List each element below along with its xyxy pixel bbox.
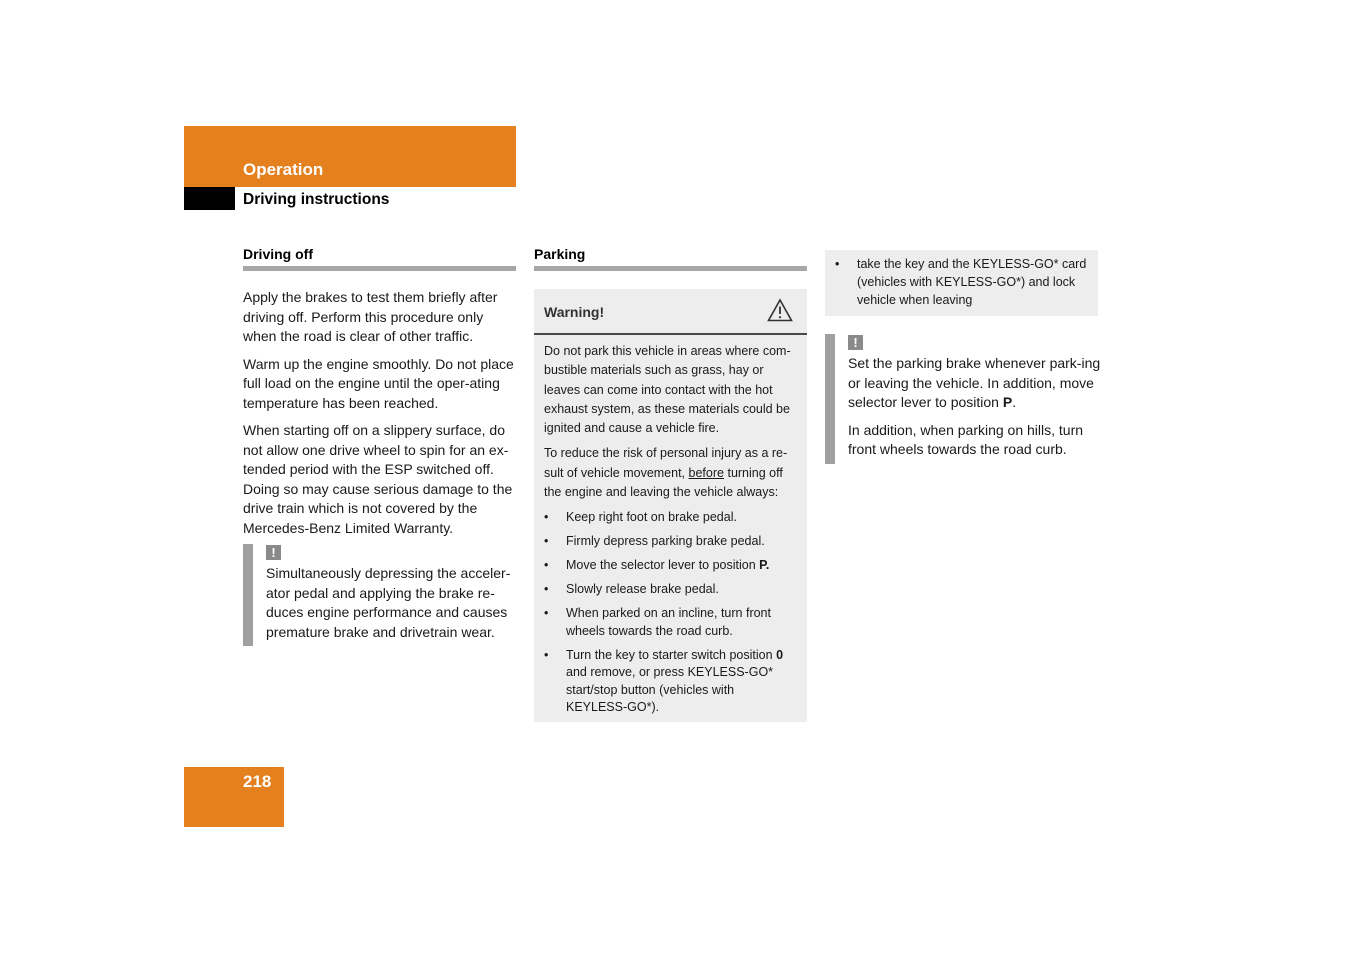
list-text: and remove, or press KEYLESS-GO* start/stop button (vehicles with KEYLESS-GO*). (566, 665, 774, 715)
parking-note (825, 334, 1105, 464)
exclamation-icon: ! (266, 545, 281, 560)
warning-paragraph: Do not park this vehicle in areas where com-bustible materials such as grass, hay or leaves can come into contact with the hot exhaust system, as these materials could be ignited and cause a vehicle fire. (544, 344, 791, 436)
driving-off-heading: Driving off (243, 246, 516, 271)
list-item (544, 557, 797, 575)
parking-note-text: In addition, when parking on hills, turn front wheels towards the road curb. (848, 421, 1084, 457)
driving-off-note-text: Simultaneously depressing the acceler-ator pedal and applying the brake re-duces engine performance and causes premature brake and drivetrain wear. (266, 565, 511, 640)
parking-note-text (848, 354, 1105, 413)
position-label: P (1002, 394, 1013, 410)
note-bar (825, 334, 835, 464)
list-item: • Firmly depress parking brake pedal. (544, 533, 797, 551)
page-number: 218 (243, 772, 272, 791)
underlined-before: before (688, 465, 724, 480)
warning-triangle-icon (767, 298, 793, 322)
list-text: Move the selector lever to position (566, 558, 756, 573)
section-header-bar (184, 126, 516, 187)
list-item: • take the key and the KEYLESS-GO* card (vehicles with KEYLESS-GO*) and lock vehicle when leaving (835, 255, 1088, 309)
exclamation-icon: ! (848, 335, 863, 350)
driving-off-note (243, 544, 523, 646)
driving-off-paragraph: When starting off on a slippery surface, do not allow one drive wheel to spin for an ex-tended period with the ESP switched off. Doing so may cause serious damage to the drive train which is not covered by the Mercedes-Benz Limited Warranty. (243, 422, 513, 536)
driving-off-paragraph: Apply the brakes to test them briefly after driving off. Perform this procedure only when the road is clear of other traffic. (243, 289, 498, 344)
position-label: 0 (776, 647, 784, 662)
driving-off-column (243, 246, 516, 546)
driving-off-paragraph: Warm up the engine smoothly. Do not place full load on the engine until the oper-ating temperature has been reached. (243, 355, 514, 411)
parking-column (534, 246, 807, 271)
list-text: Turn the key to starter switch position (566, 647, 773, 662)
note-text: Set the parking brake whenever park-ing or leaving the vehicle. In addition, move selector lever to position (848, 355, 1101, 410)
subsection-title: Driving instructions (243, 191, 390, 208)
list-item (544, 647, 797, 717)
note-text: . (1012, 394, 1017, 410)
position-label: P. (759, 558, 770, 573)
list-item: • Slowly release brake pedal. (544, 581, 797, 599)
warning-text: turning off the engine and leaving the vehicle always: (544, 465, 783, 500)
list-item: • When parked on an incline, turn front wheels towards the road curb. (544, 605, 797, 640)
warning-box (534, 289, 807, 722)
warning-list (544, 509, 797, 717)
list-item: • Keep right foot on brake pedal. (544, 509, 797, 527)
subsection-marker (184, 187, 235, 210)
section-title: Operation (243, 160, 324, 179)
note-bar (243, 544, 253, 646)
warning-text: To reduce the risk of personal injury as a re-sult of vehicle movement, (544, 446, 788, 480)
parking-heading: Parking (534, 246, 807, 271)
warning-header (534, 289, 807, 335)
warning-paragraph (544, 444, 797, 502)
warning-body (534, 335, 807, 717)
continued-list (825, 250, 1098, 309)
warning-title: Warning! (544, 304, 605, 320)
continued-warning-box (825, 250, 1098, 316)
